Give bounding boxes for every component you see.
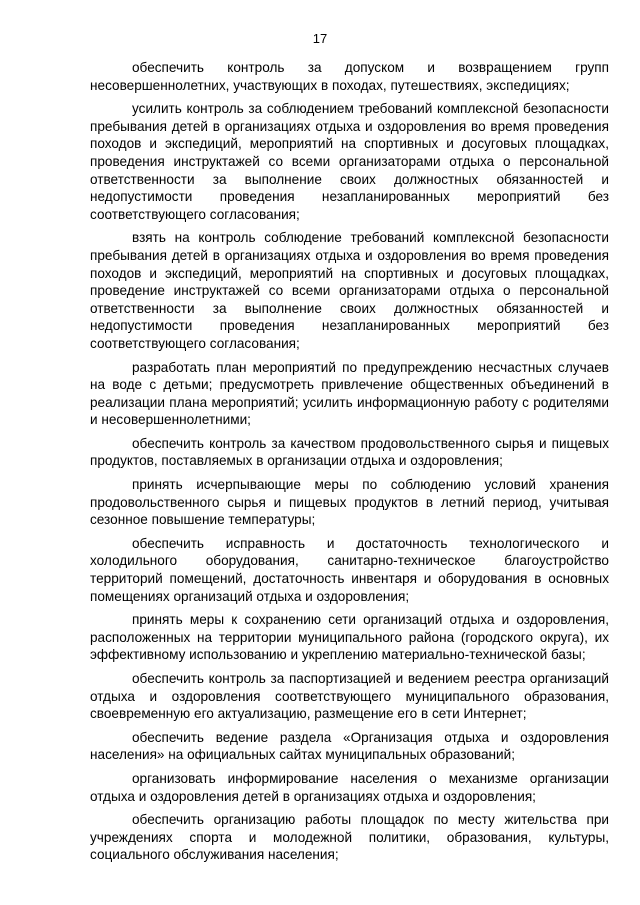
paragraph: разработать план мероприятий по предупреждению несчастных случаев на воде с детьми; предусмотреть привлечение общественных объединений в реализации плана мероприятий; усилить информационную работу с родителями и несовершеннолетними; bbox=[90, 359, 609, 428]
paragraph: обеспечить контроль за допуском и возвращением групп несовершеннолетних, участвующих в походах, путешествиях, экспедициях; bbox=[90, 60, 609, 93]
paragraph: принять исчерпывающие меры по соблюдению условий хранения продовольственного сырья и пищевых продуктов в летний период, учитывая сезонное повышение температуры; bbox=[90, 477, 609, 528]
page-number: 17 bbox=[312, 31, 328, 46]
paragraph: обеспечить контроль за паспортизацией и ведением реестра организаций отдыха и оздоровления соответствующего муниципального образования, своевременную его актуализацию, размещение его в сети Интернет; bbox=[90, 671, 609, 722]
document-body bbox=[90, 59, 609, 870]
paragraph: организовать информирование населения о механизме организации отдыха и оздоровления детей в организациях отдыха и оздоровления; bbox=[90, 770, 609, 804]
paragraph: обеспечить ведение раздела «Организация отдыха и оздоровления населения» на официальных сайтах муниципальных образований; bbox=[90, 729, 609, 763]
paragraph: усилить контроль за соблюдением требований комплексной безопасности пребывания детей в организациях отдыха и оздоровления во время проведения походов и экспедиций, мероприятий на спортивных и досуговых площадках, проведения инструктажей со всеми организаторами отдыха о персональной ответственности за выполнение своих должностных обязанностей и недопустимости проведения незапланированных мероприятий без соответствующего согласования; bbox=[90, 101, 609, 222]
paragraph: обеспечить организацию работы площадок по месту жительства при учреждениях спорта и молодежной политики, образования, культуры, социального обслуживания населения; bbox=[90, 812, 609, 863]
paragraph: обеспечить контроль за качеством продовольственного сырья и пищевых продуктов, поставляемых в организации отдыха и оздоровления; bbox=[90, 435, 609, 469]
paragraph: взять на контроль соблюдение требований комплексной безопасности пребывания детей в организациях отдыха и оздоровления во время проведения походов и экспедиций, мероприятий на спортивных и досуговых площадках, проведение инструктажей со всеми организаторами отдыха о персональной ответственности за выполнение своих должностных обязанностей и недопустимости проведения незапланированных мероприятий без соответствующего согласования; bbox=[90, 230, 609, 351]
paragraph: принять меры к сохранению сети организаций отдыха и оздоровления, расположенных на территории муниципального района (городского округа), их эффективному использованию и укреплению материально-технической базы; bbox=[90, 612, 609, 663]
paragraph: обеспечить исправность и достаточность технологического и холодильного оборудования, санитарно-техническое благоустройство территорий помещений, достаточность инвентаря и оборудования в основных помещениях организаций отдыха и оздоровления; bbox=[90, 535, 609, 604]
